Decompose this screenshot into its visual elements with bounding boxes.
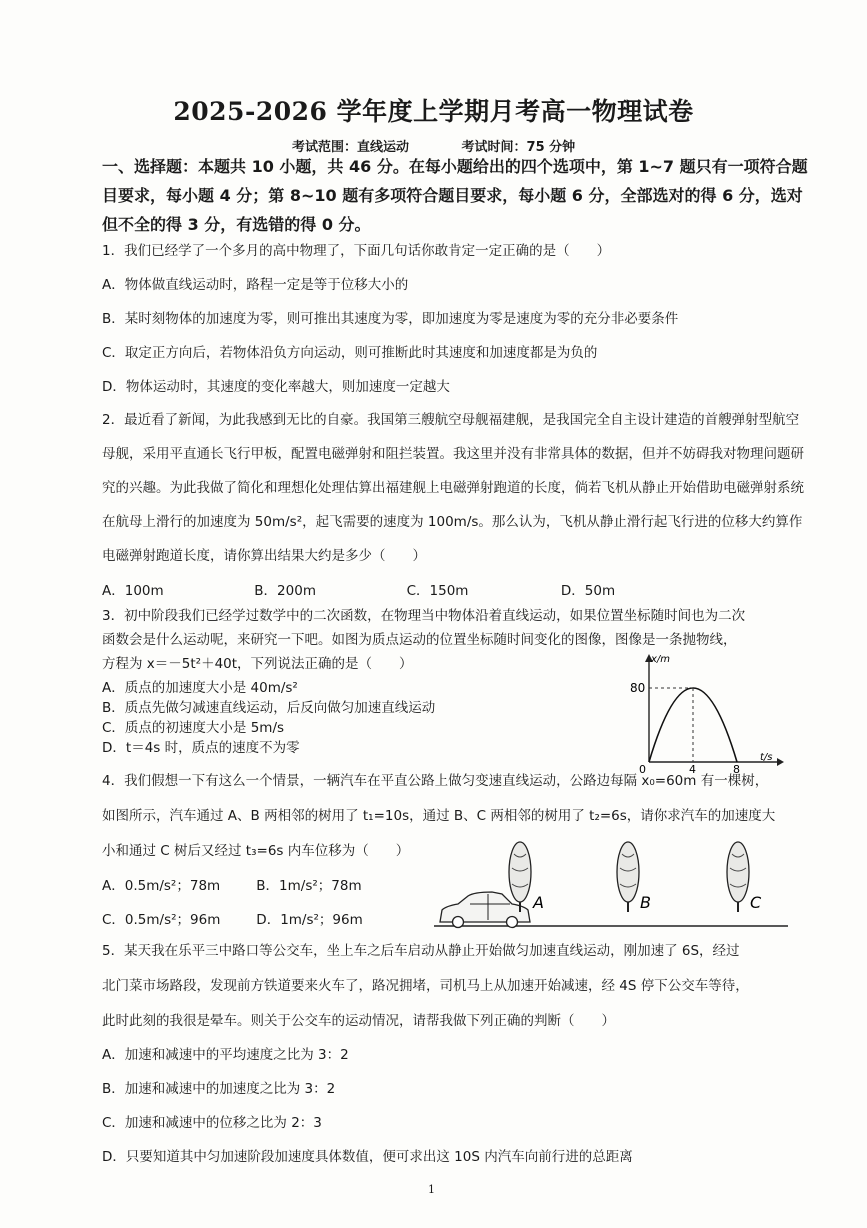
q2-options [102,579,615,599]
q2-option-d: D．50m [560,583,616,599]
q5-option-b: B．加速和减速中的加速度之比为 3：2 [102,1081,336,1097]
graph-x-arrow [777,758,784,766]
tree-label-a: A [533,893,544,912]
graph-y-axis-label: x/m [651,654,671,665]
q4-line-1: 4．我们假想一下有这么一个情景，一辆汽车在平直公路上做匀变速直线运动，公路边每隔 x₀=60m 有一棵树， [102,773,769,789]
graph-origin-label: 0 [639,763,646,774]
q5-line-2: 北门菜市场路段，发现前方铁道要来火车了，路况拥堵，司机马上从加速开始减速，经 4S 停下公交车等待， [102,978,749,994]
q5-line-1: 5．某天我在乐平三中路口等公交车，坐上车之后车启动从静止开始做匀加速直线运动，刚加速了 6S，经过 [102,943,740,959]
tree-label-c: C [750,893,762,912]
q4-line-3: 小和通过 C 树后又经过 t₃=6s 内车位移为（ ） [102,843,410,859]
tree-label-b: B [640,893,651,912]
q1-option-a: A．物体做直线运动时，路程一定是等于位移大小的 [102,277,409,293]
graph-x-axis-label: t/s [760,752,773,763]
q4-car-trees-illustration [432,834,792,932]
q3-option-b: B．质点先做匀减速直线运动，后反向做匀加速直线运动 [102,700,436,716]
section-heading: 一、选择题：本题共 10 小题，共 46 分。在每小题给出的四个选项中，第 1~7 题只有一项符合题目要求，每小题 4 分；第 8~10 题有多项符合题目要求，每小题 6 分，全部选对的得 6 分，选对但不全的得 3 分，有选错的得 0 分。 [102,157,808,234]
q4-option-a: A．0.5m/s²；78m [102,878,221,894]
q5-line-3: 此时此刻的我很是晕车。则关于公交车的运动情况，请帮我做下列正确的判断（ ） [102,1013,615,1029]
q3-option-c: C．质点的初速度大小是 5m/s [102,720,285,736]
q1-option-d: D．物体运动时，其速度的变化率越大，则加速度一定越大 [102,379,450,395]
graph-x-tick-8: 8 [733,763,740,774]
exam-time: 考试时间：75 分钟 [461,140,576,155]
q3-option-a: A．质点的加速度大小是 40m/s² [102,680,298,696]
q2-option-b: B．200m [254,583,316,599]
q3-line-1: 3．初中阶段我们已经学过数学中的二次函数，在物理当中物体沿着直线运动，如果位置坐标随时间也为二次 [102,608,746,624]
q3-line-3: 方程为 x＝－5t²＋40t，下列说法正确的是（ ） [102,656,413,672]
graph-y-tick-80: 80 [630,681,646,695]
exam-scope: 考试范围：直线运动 [292,140,410,155]
q2-option-c: C．150m [406,583,469,599]
q2-stem: 2．最近看了新闻，为此我感到无比的自豪。我国第三艘航空母舰福建舰，是我国完全自主设计建造的首艘弹射型航空母舰，采用平直通长飞行甲板，配置电磁弹射和阻拦装置。我这里并没有非常具体的数据，但并不妨碍我对物理问题研究的兴趣。为此我做了简化和理想化处理估算出福建舰上电磁弹射跑道的长度，倘若飞机从静止开始借助电磁弹射系统在航母上滑行的加速度为 50m/s²，起飞需要的速度为 100m/s。那么认为，飞机从静止滑行起飞行进的位移大约算作电磁弹射跑道长度，请你算出结果大约是多少（ ） [102,412,804,564]
q4-options-row-2 [102,908,363,928]
tree-a-icon [509,842,531,912]
q4-option-d: D．1m/s²；96m [256,912,363,928]
q4-options-row-1 [102,874,362,894]
q5-option-d: D．只要知道其中匀加速阶段加速度具体数值，便可求出这 10S 内汽车向前行进的总距离 [102,1149,633,1165]
q4-line-2: 如图所示，汽车通过 A、B 两相邻的树用了 t₁=10s，通过 B、C 两相邻的树用了 t₂=6s，请你求汽车的加速度大 [102,808,776,824]
graph-x-tick-4: 4 [689,763,696,774]
page-number: 1 [428,1183,435,1196]
q5-option-a: A．加速和减速中的平均速度之比为 3：2 [102,1047,349,1063]
q4-option-c: C．0.5m/s²；96m [102,912,221,928]
q1-stem: 1．我们已经学了一个多月的高中物理了，下面几句话你敢肯定一定正确的是（ ） [102,243,611,259]
q1-option-b: B．某时刻物体的加速度为零，则可推出其速度为零，即加速度为零是速度为零的充分非必要条件 [102,311,679,327]
q3-position-time-graph [625,652,785,774]
q2-option-a: A．100m [102,583,164,599]
exam-title: 2025-2026 学年度上学期月考高一物理试卷 [173,97,694,126]
q5-option-c: C．加速和减速中的位移之比为 2：3 [102,1115,322,1131]
q4-option-b: B．1m/s²；78m [256,878,362,894]
q1-option-c: C．取定正方向后，若物体沿负方向运动，则可推断此时其速度和加速度都是为负的 [102,345,598,361]
tree-c-icon [727,842,749,912]
q3-line-2: 函数会是什么运动呢，来研究一下吧。如图为质点运动的位置坐标随时间变化的图像，图像是一条抛物线， [102,632,737,648]
q3-option-d: D．t＝4s 时，质点的速度不为零 [102,740,300,756]
tree-b-icon [617,842,639,912]
